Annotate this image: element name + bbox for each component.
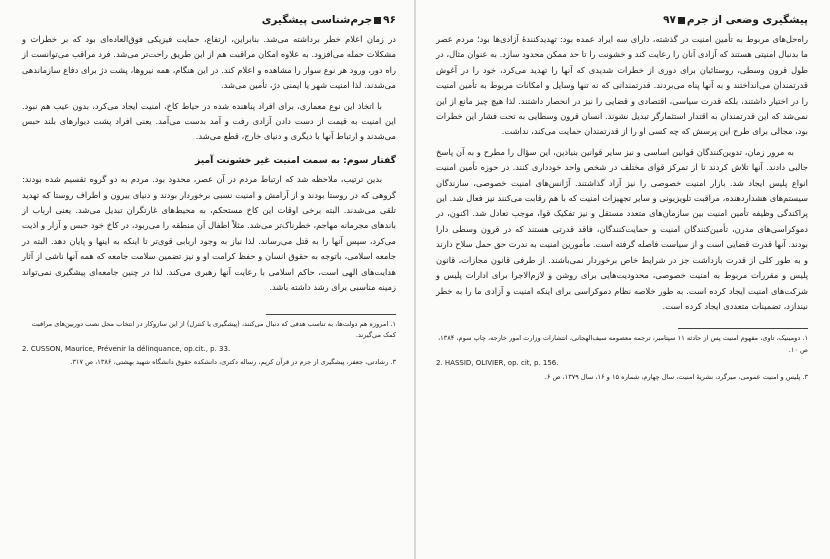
- left-subheading: گفتار سوم: به سمت امنیت غیر خشونت آمیز: [195, 154, 396, 166]
- square-bullet-icon: [678, 17, 685, 24]
- footnote-separator: [266, 314, 396, 315]
- left-footnotes: [22, 319, 396, 369]
- right-page-body: [436, 32, 808, 314]
- left-page: [0, 0, 414, 559]
- footnote-separator: [678, 328, 808, 329]
- left-footnote-3: ۳. رشادتی، جعفر، پیشگیری از جرم در قرآن کریم، رساله دکتری، دانشکده حقوق دانشگاه شهید بهشتی، ۱۳۸۶، ص ۳۱۷.: [70, 358, 396, 366]
- right-footnote-3: ۳. پلیس و امنیت عمومی، میرگرد، نشریهٔ امنیت، سال چهارم، شماره ۱۵ و ۱۶، سال ۱۳۷۹، ص ۶.: [544, 372, 808, 381]
- right-page-title: پیشگیری وضعی از جرم۹۷: [663, 14, 808, 26]
- right-paragraph-2: به مرور زمان، تدوین‌کنندگان قوانین اساسی و نیز سایر قوانین بنیادین، این سؤال را مطرح و به آن پاسخ جالبی دادند. آنها تلاش کردند تا از تمرکز قوای مختلف در شخص واحد خودداری کنند. در حوزه تأمین امنیت انواع پلیس ایجاد شد. بازار امنیت خصوصی را نیز آزاد گذاشتند. آژانس‌های امنیت خصوصی، سازندگان سیستم‌های هشداردهنده، مراقبت تلویزیونی و سایر تجهیزات امنیت که با هم رقابت می‌کنند نیز فعال شد. این پراکندگی وظیفه تأمین امنیت بین سازمان‌های متعدد مستقل و نیز تفکیک قوا، موجب تعادل شد. اکنون، در دموکراسی‌های مدرن، تأمین‌کنندگان امنیت و حمایت‌کنندگان، فاقد قدرتی هستند که در قرون وسطی دارا بودند. آنها قدرت قضایی است و از سیاست فاصله گرفته است. مأمورین امنیت به ندرت حق حمل سلاح دارند و به طور کلی از قدرت بازداشت جز در شرایط خاص برخوردار نمی‌باشند. از طرفی قانون مجازات، قانون پلیس و مقررات مربوط به امنیت خصوصی، محدودیت‌هایی برای روشن و لازم‌الاجرا برای ادارات پلیس و شرکت‌های امنیت ایجاد کرده است. به طور خلاصه نظام دموکراسی برای اینکه امنیت و آزادی ما را به خطر نیندازد، تضمینات متعددی ایجاد کرده است.: [436, 146, 808, 311]
- right-footnotes: [436, 333, 808, 383]
- left-footnote-1: ۱. امروزه هم دولت‌ها، به تناسب هدفی که دنبال می‌کنند، (پیشگیری یا کنترل) از این سازوکار در انتخاب محل نصب دوربین‌های مراقبت کمک می‌گیرند.: [31, 319, 396, 339]
- square-bullet-icon: [374, 17, 381, 24]
- right-footnote-1: ۱. دومینیک، تاوی، مفهوم امنیت پس از حادثه ۱۱ سپتامبر، ترجمه معصومه سیف‌الهجانی، انتشارات وزارت امور خارجه، چاپ سوم، ۱۳۸۴، ص ۱۰.: [437, 334, 808, 354]
- right-paragraph-1: راه‌حل‌های مربوط به تأمین امنیت در گذشته، دارای سه ایراد عمده بود: تهدیدکنندهٔ آزادی‌ها بود؛ مردم عصر ما بدنبال امنیتی هستند که آزادی آنان را رعایت کند و خشونت را تا حد ممکن محدود سازد. به عنوان مثال، در طول قرون وسطی، روستائیان برای دوری از خطرات شدیدی که آنها را تهدید می‌کرد، خود را در آغوش قدرتمندان می‌انداختند و به آنها پناه می‌بردند. قدرتمندانی که نه تنها وسایل و امکانات مربوط به تأمین امنیت را در اختیار داشتند، بلکه قدرت سیاسی، اقتصادی و قضایی را نیز در انحصار داشتند. لذا هیچ چیز مانع از این نمی‌شد که این قدرتمندان به اقتدار استثمارگر تبدیل نشوند. انسان قرون وسطایی به تحت فشار این خطرات بود، مجالی برای طرح این پرسش که چه کسی او را از قدرتمندان حمایت می‌کند، نداشت.: [436, 34, 808, 137]
- left-paragraph-3: بدین ترتیب، ملاحظه شد که ارتباط مردم در آن عصر، محدود بود. مردم به دو گروه تقسیم شده بودند: گروهی که در روستا بودند و از آرامش و امنیت نسبی برخوردار بودند و دنیای بیرون و اطراف روستا که تهدید تلقی می‌شدند. البته برخی اوقات این کاخ مستحکم، به محیط‌های غارتگران تبدیل می‌شد. یعنی ارباب از باندهای مجرمانه مهاجم، خطرناک‌تر می‌شد. مثلاً اطفال آن منطقه را می‌ربود، در کاخ خود حبس و آزار و اذیت می‌کرد، سپس آنها را به قتل می‌رساند. لذا نیاز به وجود اربابی قوی‌تر تا اینکه به اینها و پایان دهد. البته در جامعه اسلامی، باتوجه به حقوق انسان و حفظ کرامت او و نیز تضمین سلامت جامعه که همه آنها ناشی از آثار هدایت‌های الهی است، حاکم اسلامی با رعایت آنها رهبری می‌کند. لذا در چنین جامعه‌ای پیشگیری نمی‌تواند زمینه مناسبی برای رشد داشته باشد.: [22, 174, 396, 293]
- left-paragraph-1: در زمان اعلام خطر برداشته می‌شد. بنابراین، ارتفاع، حمایت فیزیکی فوق‌العاده‌ای بود که بر خطرات و مشکلات حمله می‌افزود. به علاوه امکان مراقبت هم از این طریق راحت‌تر می‌شد. فرد مراقب می‌توانست از راه دور، ورود هر نوع سوار را مشاهده و اعلام کند. در این هنگام، همه نیروها، پشت دژ برای دفاع سازماندهی می‌شدند. لذا امنیت شهر یا ایمنی دژ، تأمین می‌شد.: [22, 34, 396, 91]
- left-page-header: [22, 14, 396, 32]
- left-page-number: ۹۶جرم‌شناسی پیشگیری: [261, 14, 396, 26]
- left-paragraph-2: با اتخاذ این نوع معماری، برای افراد پناهنده شده در حیاط کاخ، امنیت ایجاد می‌کرد، بدون عیب هم نبود. این امنیت به قیمت از دست دادن آزادی رفت و آمد بدست می‌آمد. یعنی افراد پشت دیوارهای بلند حبس می‌شدند و ارتباط آنها با دیگری و دنیای خارج، قطع می‌شد.: [22, 100, 396, 142]
- left-page-body: [22, 32, 396, 296]
- right-footnote-2: 2. HASSID, OLIVIER, op. cit, p. 156.: [436, 359, 559, 368]
- right-page-header: [436, 14, 808, 32]
- right-page: [416, 0, 830, 559]
- left-footnote-2: 2. CUSSON, Maurice, Prévenir la délinquance, op.cit., p. 33.: [22, 344, 231, 353]
